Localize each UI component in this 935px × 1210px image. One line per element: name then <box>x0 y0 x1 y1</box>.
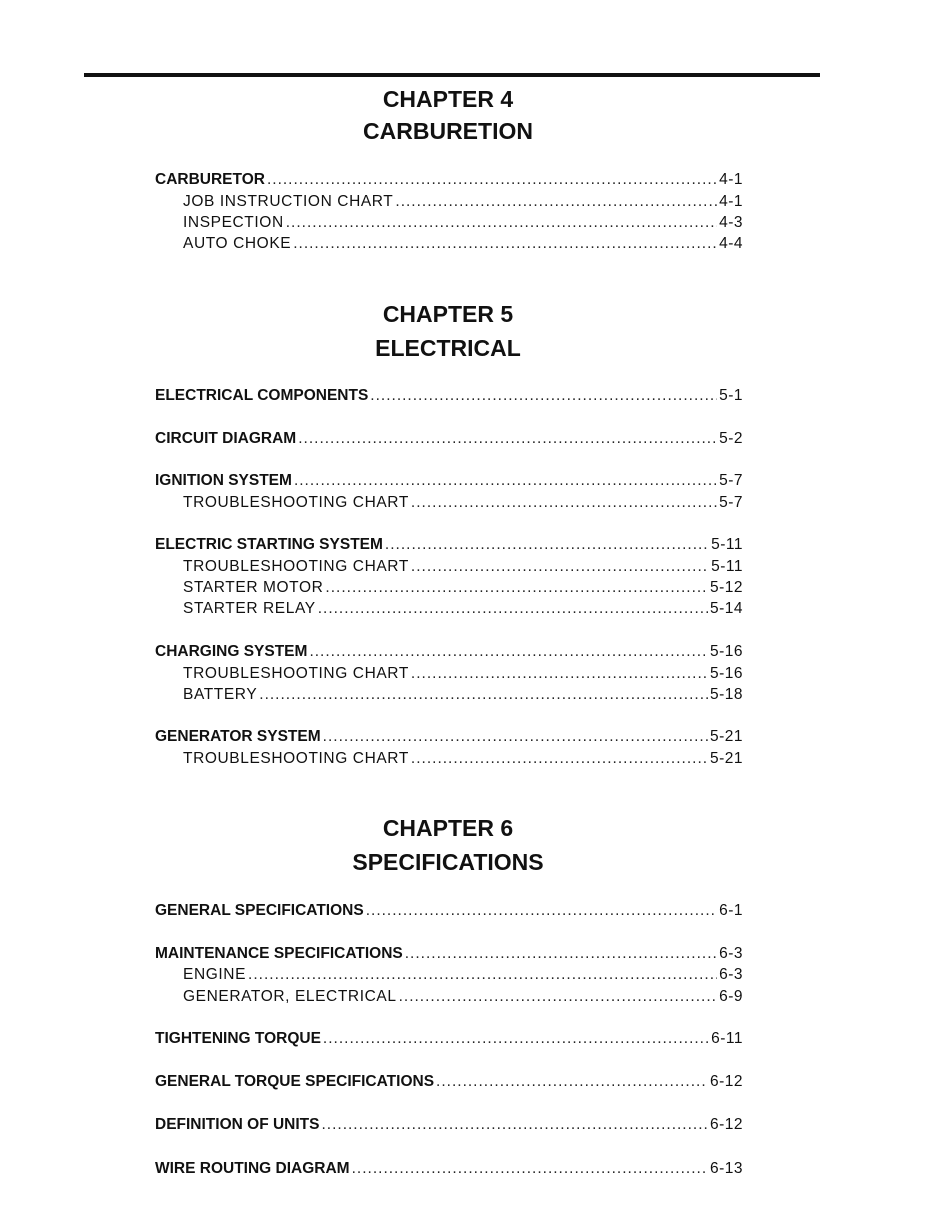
toc-entry-page: 4-1 <box>719 193 743 210</box>
toc-entry-title: CIRCUIT DIAGRAM <box>155 430 297 447</box>
toc-entry-page: 4-1 <box>719 171 743 188</box>
toc-entry[interactable] <box>155 642 743 662</box>
chapter-4-label: CHAPTER 4 <box>382 86 514 112</box>
toc-entry[interactable] <box>155 901 743 921</box>
leader-dots <box>385 535 709 555</box>
toc-entry-title: CHARGING SYSTEM <box>155 643 308 660</box>
toc-entry[interactable] <box>155 685 743 705</box>
toc-entry-page: 5-18 <box>709 686 743 703</box>
toc-entry-page: 5-12 <box>709 579 743 596</box>
leader-dots <box>411 749 708 769</box>
toc-entry-page: 6-12 <box>709 1116 743 1133</box>
toc-entry-page: 6-3 <box>719 966 743 983</box>
leader-dots <box>366 901 717 921</box>
leader-dots <box>411 664 708 684</box>
leader-dots <box>399 987 718 1007</box>
chapter-4-title: CARBURETION <box>363 118 533 144</box>
toc-entry[interactable] <box>155 1029 743 1049</box>
toc-entry-title: ELECTRICAL COMPONENTS <box>155 387 369 404</box>
toc-entry[interactable] <box>155 727 743 747</box>
leader-dots <box>395 192 717 212</box>
toc-entry[interactable] <box>155 386 743 406</box>
toc-entry-page: 6-12 <box>709 1073 743 1090</box>
toc-entry-page: 5-2 <box>719 430 743 447</box>
leader-dots <box>411 493 717 513</box>
toc-entry-page: 5-11 <box>711 558 743 575</box>
leader-dots <box>321 1115 708 1135</box>
toc-entry-page: 5-16 <box>709 665 743 682</box>
chapter-6-title: SPECIFICATIONS <box>352 849 544 875</box>
leader-dots <box>370 386 717 406</box>
toc-entry-title: WIRE ROUTING DIAGRAM <box>155 1160 350 1177</box>
leader-dots <box>298 429 717 449</box>
toc-entry[interactable] <box>155 429 743 449</box>
toc-entry[interactable] <box>155 234 743 254</box>
toc-entry-title: MAINTENANCE SPECIFICATIONS <box>155 945 403 962</box>
toc-entry-title: CARBURETOR <box>155 171 265 188</box>
toc-entry[interactable] <box>155 493 743 513</box>
toc-entry[interactable] <box>155 1115 743 1135</box>
toc-entry-page: 5-1 <box>719 387 743 404</box>
leader-dots <box>325 578 708 598</box>
toc-entry-page: 6-1 <box>719 902 743 919</box>
toc-entry-title: GENERATOR, ELECTRICAL <box>183 988 397 1005</box>
toc-entry-page: 5-16 <box>709 643 743 660</box>
toc-entry[interactable] <box>155 965 743 985</box>
toc-entry-title: TIGHTENING TORQUE <box>155 1030 321 1047</box>
toc-entry-title: TROUBLESHOOTING CHART <box>183 494 409 511</box>
leader-dots <box>294 471 717 491</box>
toc-entry[interactable] <box>155 1072 743 1092</box>
toc-entry[interactable] <box>155 170 743 190</box>
toc-entry-page: 5-7 <box>719 494 743 511</box>
toc-entry-title: AUTO CHOKE <box>183 235 292 252</box>
toc-entry-title: GENERATOR SYSTEM <box>155 728 321 745</box>
toc-entry-page: 6-13 <box>709 1160 743 1177</box>
toc-entry-title: GENERAL TORQUE SPECIFICATIONS <box>155 1073 435 1090</box>
leader-dots <box>309 642 708 662</box>
toc-entry[interactable] <box>155 578 743 598</box>
leader-dots <box>323 1029 709 1049</box>
toc-entry[interactable] <box>155 213 743 233</box>
toc-entry-page: 5-7 <box>719 472 743 489</box>
toc-entry-page: 5-11 <box>711 536 743 553</box>
toc-entry[interactable] <box>155 1159 743 1179</box>
toc-entry[interactable] <box>155 535 743 555</box>
toc-entry[interactable] <box>155 664 743 684</box>
toc-entry-page: 4-4 <box>719 235 743 252</box>
toc-entry-title: ENGINE <box>183 966 247 983</box>
leader-dots <box>318 599 708 619</box>
toc-entry-title: STARTER MOTOR <box>183 579 324 596</box>
chapter-5-title: ELECTRICAL <box>375 335 521 361</box>
leader-dots <box>267 170 717 190</box>
toc-entry[interactable] <box>155 749 743 769</box>
toc-entry-title: TROUBLESHOOTING CHART <box>183 665 409 682</box>
toc-entry-title: ELECTRIC STARTING SYSTEM <box>155 536 383 553</box>
toc-entry-title: IGNITION SYSTEM <box>155 472 292 489</box>
leader-dots <box>286 213 717 233</box>
toc-entry-page: 6-11 <box>711 1030 743 1047</box>
toc-entry-page: 5-14 <box>709 600 743 617</box>
leader-dots <box>436 1072 708 1092</box>
leader-dots <box>411 557 709 577</box>
leader-dots <box>259 685 708 705</box>
toc-entry[interactable] <box>155 599 743 619</box>
toc-entry-page: 6-3 <box>719 945 743 962</box>
toc-entry[interactable] <box>155 557 743 577</box>
toc-entry[interactable] <box>155 471 743 491</box>
toc-entry-page: 5-21 <box>709 728 743 745</box>
leader-dots <box>323 727 708 747</box>
chapter-5-label: CHAPTER 5 <box>382 301 514 327</box>
leader-dots <box>293 234 717 254</box>
toc-entry-page: 4-3 <box>719 214 743 231</box>
toc-entry-title: INSPECTION <box>183 214 284 231</box>
toc-entry[interactable] <box>155 944 743 964</box>
toc-entry[interactable] <box>155 192 743 212</box>
toc-entry-title: DEFINITION OF UNITS <box>155 1116 320 1133</box>
toc-entry-title: BATTERY <box>183 686 258 703</box>
toc-entry-title: JOB INSTRUCTION CHART <box>183 193 394 210</box>
toc-entry-page: 5-21 <box>709 750 743 767</box>
top-rule <box>84 73 820 77</box>
leader-dots <box>248 965 717 985</box>
leader-dots <box>405 944 717 964</box>
chapter-6-label: CHAPTER 6 <box>382 815 514 841</box>
toc-entry[interactable] <box>155 987 743 1007</box>
toc-entry-page: 6-9 <box>719 988 743 1005</box>
toc-entry-title: TROUBLESHOOTING CHART <box>183 750 409 767</box>
toc-entry-title: STARTER RELAY <box>183 600 316 617</box>
toc-entry-title: TROUBLESHOOTING CHART <box>183 558 409 575</box>
leader-dots <box>352 1159 708 1179</box>
toc-entry-title: GENERAL SPECIFICATIONS <box>155 902 364 919</box>
